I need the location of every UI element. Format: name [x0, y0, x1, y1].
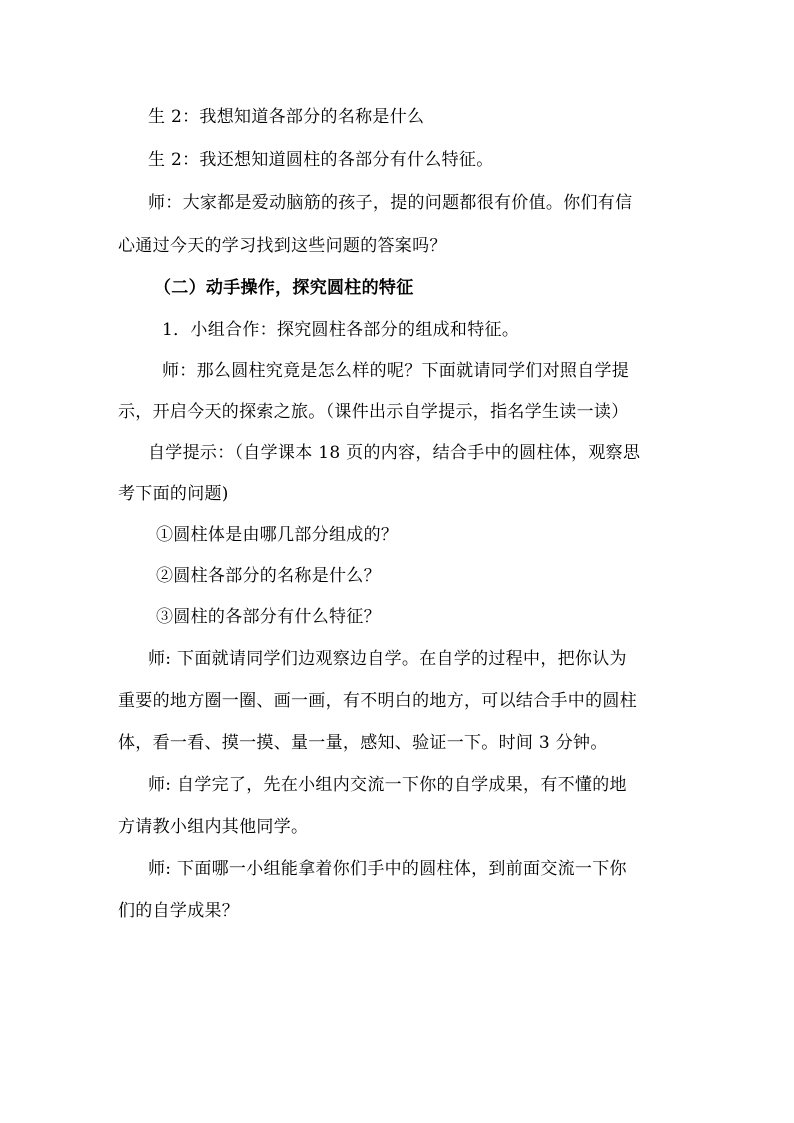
- question-2: ②圆柱各部分的名称是什么？: [156, 566, 381, 586]
- subsection-heading: 1．小组合作：探究圆柱各部分的组成和特征。: [162, 320, 520, 340]
- dialogue-line-teacher-1: 师：大家都是爱动脑筋的孩子，提的问题都很有价值。你们有信: [148, 193, 633, 213]
- dialogue-line-teacher-2: 师：那么圆柱究竟是怎么样的呢？下面就请同学们对照自学提: [162, 361, 630, 381]
- dialogue-line-teacher-5: 师: 下面哪一小组能拿着你们手中的圆柱体，到前面交流一下你: [148, 859, 627, 879]
- dialogue-line-teacher-3-cont-2: 体，看一看、摸一摸、量一量，感知、验证一下。时间 3 分钟。: [118, 733, 608, 753]
- dialogue-line-teacher-2-cont: 示，开启今天的探索之旅。（课件出示自学提示，指名学生读一读）: [118, 402, 629, 422]
- dialogue-line-student-1: 生 2：我想知道各部分的名称是什么: [148, 107, 425, 127]
- dialogue-line-teacher-3: 师: 下面就请同学们边观察边自学。在自学的过程中，把你认为: [148, 649, 627, 669]
- dialogue-line-teacher-3-cont-1: 重要的地方圈一圈、画一画，有不明白的地方，可以结合手中的圆柱: [118, 691, 637, 711]
- self-study-prompt-cont: 考下面的问题): [118, 484, 229, 504]
- dialogue-line-student-2: 生 2：我还想知道圆柱的各部分有什么特征。: [148, 150, 494, 170]
- dialogue-line-teacher-4: 师: 自学完了，先在小组内交流一下你的自学成果，有不懂的地: [148, 775, 627, 795]
- dialogue-line-teacher-5-cont: 们的自学成果？: [118, 901, 240, 921]
- question-1: ①圆柱体是由哪几部分组成的？: [156, 525, 399, 545]
- section-heading: （二）动手操作，探究圆柱的特征: [154, 278, 414, 298]
- self-study-prompt: 自学提示：（自学课本 18 页的内容，结合手中的圆柱体，观察思: [148, 443, 641, 463]
- dialogue-line-teacher-4-cont: 方请教小组内其他同学。: [118, 817, 309, 837]
- question-3: ③圆柱的各部分有什么特征？: [156, 607, 381, 627]
- dialogue-line-teacher-1-cont: 心通过今天的学习找到这些问题的答案吗？: [118, 236, 447, 256]
